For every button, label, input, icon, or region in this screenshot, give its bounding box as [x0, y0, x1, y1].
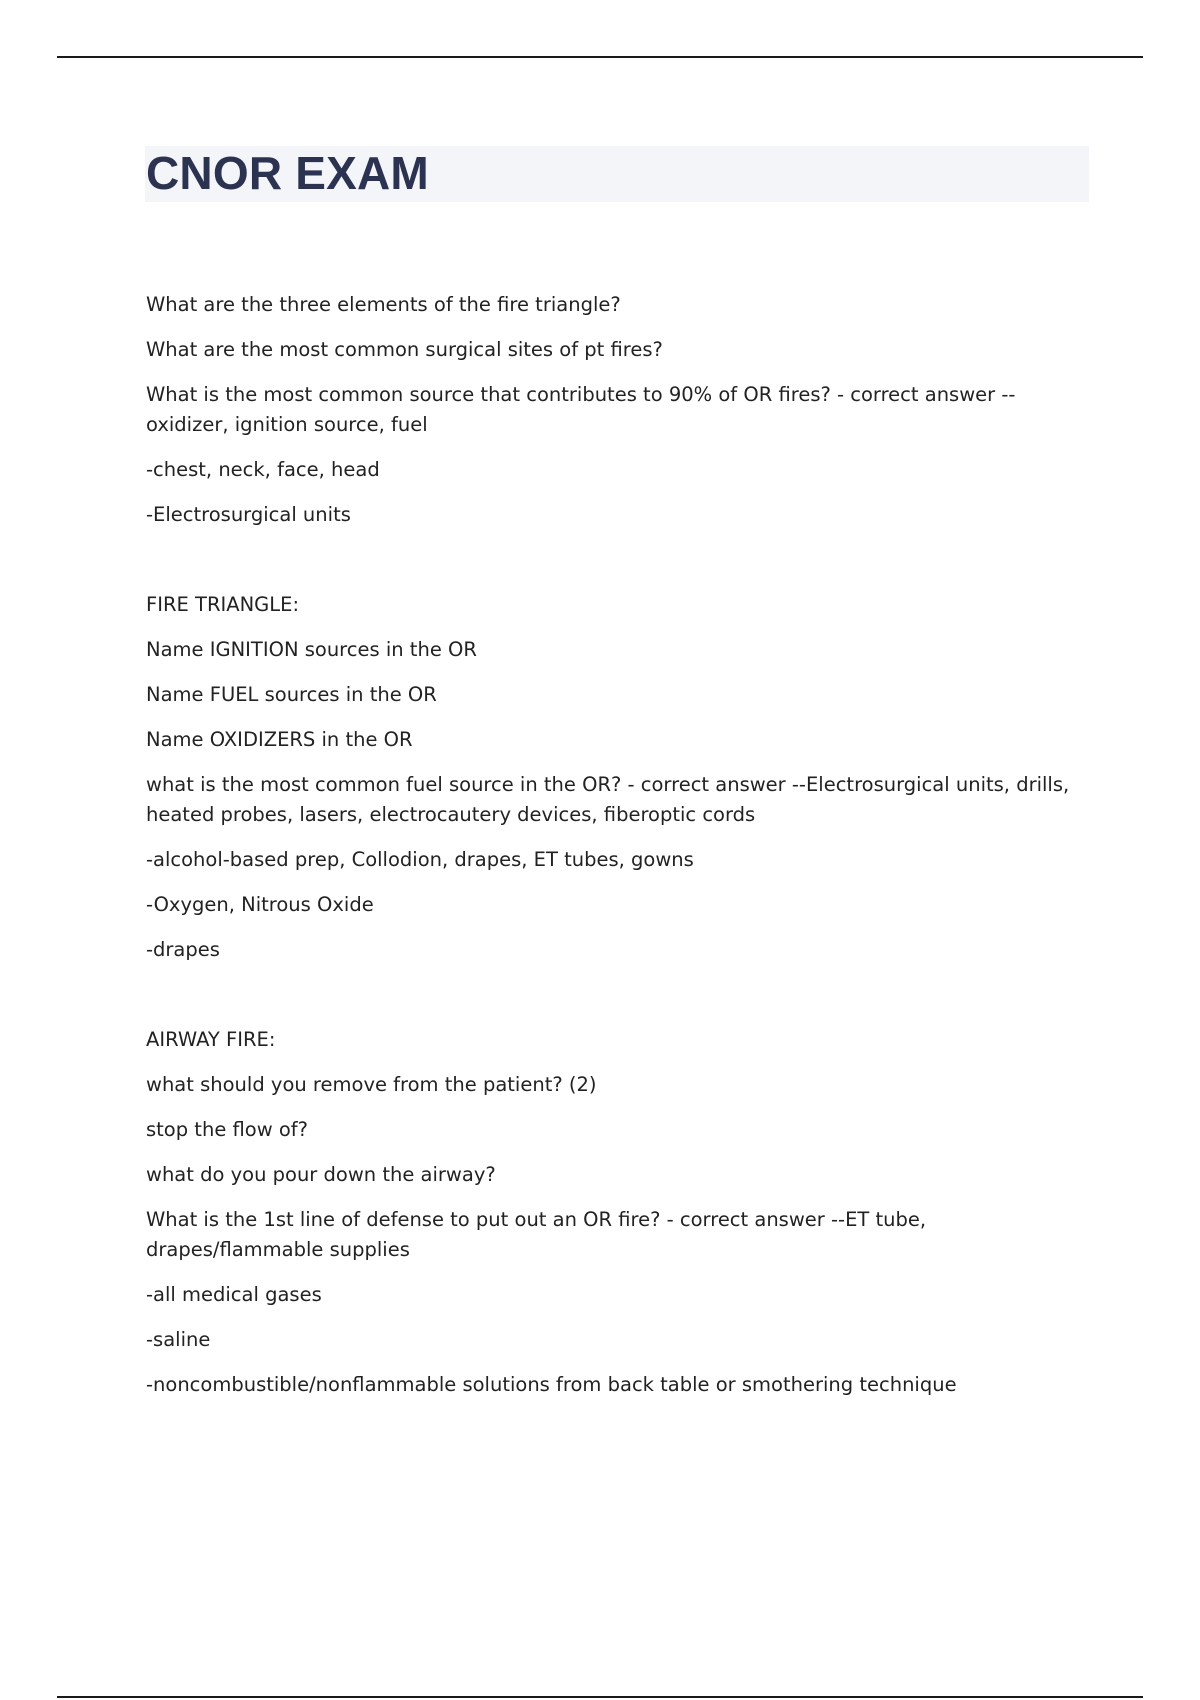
text-line: what should you remove from the patient? (2) — [146, 1073, 597, 1096]
section-spacer — [146, 545, 1076, 590]
text-line: -alcohol-based prep, Collodion, drapes, ET tubes, gowns — [146, 848, 694, 871]
text-line: What are the three elements of the fire triangle? — [146, 293, 621, 316]
text-line: Name OXIDIZERS in the OR — [146, 728, 413, 751]
page-title: CNOR EXAM — [146, 147, 429, 199]
text-line: What is the most common source that contributes to 90% of OR fires? - correct answer --oxidizer, ignition source, fuel — [146, 383, 1016, 436]
text-line: -noncombustible/nonflammable solutions from back table or smothering technique — [146, 1373, 957, 1396]
section-fire-questions — [146, 290, 1076, 530]
section-airway-fire — [146, 1025, 1076, 1400]
section-heading: FIRE TRIANGLE: — [146, 593, 300, 616]
bottom-rule — [57, 1696, 1143, 1698]
text-line: -chest, neck, face, head — [146, 458, 380, 481]
text-line: what is the most common fuel source in the OR? - correct answer --Electrosurgical units, drills, heated probes, lasers, electrocautery devices, fiberoptic cords — [146, 773, 1070, 826]
text-line: what do you pour down the airway? — [146, 1163, 496, 1186]
text-line: Name IGNITION sources in the OR — [146, 638, 477, 661]
section-spacer — [146, 980, 1076, 1025]
text-line: -saline — [146, 1328, 211, 1351]
text-line: stop the flow of? — [146, 1118, 309, 1141]
document-body — [146, 290, 1076, 1415]
text-line: -Electrosurgical units — [146, 503, 351, 526]
text-line: -all medical gases — [146, 1283, 322, 1306]
text-line: -drapes — [146, 938, 220, 961]
text-line: What are the most common surgical sites of pt fires? — [146, 338, 663, 361]
text-line: What is the 1st line of defense to put out an OR fire? - correct answer --ET tube, drapes/flammable supplies — [146, 1208, 927, 1261]
top-rule — [57, 56, 1143, 58]
section-heading: AIRWAY FIRE: — [146, 1028, 276, 1051]
section-fire-triangle — [146, 590, 1076, 965]
text-line: -Oxygen, Nitrous Oxide — [146, 893, 374, 916]
text-line: Name FUEL sources in the OR — [146, 683, 437, 706]
